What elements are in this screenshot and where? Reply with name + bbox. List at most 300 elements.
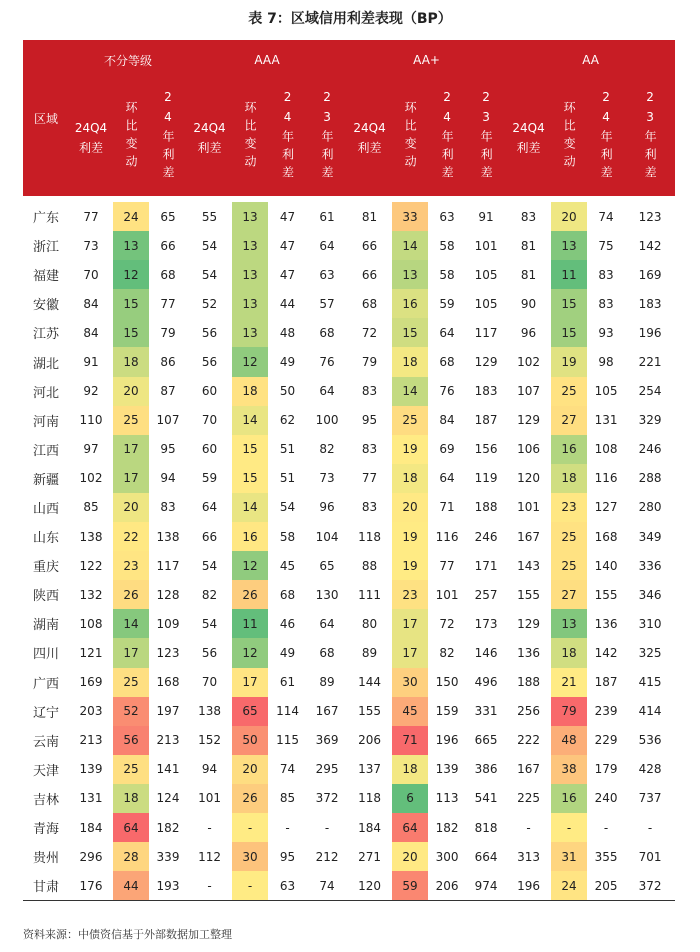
- value-cell: -: [647, 820, 653, 835]
- change-cell: 20: [113, 377, 149, 406]
- value-cell: 64: [439, 325, 455, 340]
- value-cell: 818: [474, 820, 498, 835]
- change-cell: 23: [113, 551, 149, 580]
- value-cell: 280: [638, 500, 662, 515]
- value-cell: 64: [319, 238, 335, 253]
- value-cell: 184: [79, 820, 103, 835]
- sub-header-y23: [466, 80, 506, 196]
- value-cell: 213: [79, 733, 103, 748]
- value-cell: 176: [79, 878, 103, 893]
- value-cell: 701: [638, 849, 662, 864]
- value-cell: 239: [594, 704, 618, 719]
- sub-header-label: 23年利差: [643, 89, 658, 184]
- value-cell: 114: [276, 704, 299, 719]
- region-cell: 江苏: [32, 327, 59, 343]
- sub-header-change: [232, 80, 268, 196]
- value-cell: 142: [594, 645, 618, 660]
- value-cell: 206: [358, 733, 382, 748]
- change-cell: 13: [392, 260, 428, 289]
- value-cell: 74: [319, 878, 335, 893]
- change-cell: 18: [113, 347, 149, 376]
- change-cell: 30: [232, 842, 268, 871]
- change-cell: 30: [392, 668, 428, 697]
- change-cell: 20: [232, 755, 268, 784]
- table-row: [23, 231, 675, 260]
- value-cell: -: [324, 820, 330, 835]
- value-cell: 118: [358, 529, 382, 544]
- change-cell: 26: [232, 580, 268, 609]
- change-cell: 27: [551, 406, 587, 435]
- value-cell: 54: [201, 616, 218, 631]
- change-cell: 16: [232, 522, 268, 551]
- value-cell: 159: [435, 704, 459, 719]
- table-row: [23, 638, 675, 667]
- value-cell: 122: [79, 558, 103, 573]
- value-cell: 346: [638, 587, 662, 602]
- change-cell: -: [551, 813, 587, 842]
- region-cell: 河南: [32, 414, 59, 430]
- table-row: [23, 871, 675, 901]
- value-cell: 100: [315, 413, 339, 428]
- value-cell: 115: [276, 733, 299, 748]
- change-cell: 13: [551, 609, 587, 638]
- value-cell: 70: [83, 267, 99, 282]
- change-cell: 18: [551, 638, 587, 667]
- change-cell: 16: [392, 289, 428, 318]
- sub-header-label: 24年利差: [599, 89, 614, 184]
- table-row: [23, 580, 675, 609]
- value-cell: 171: [474, 558, 498, 573]
- value-cell: 144: [358, 675, 382, 690]
- value-cell: 57: [319, 296, 335, 311]
- value-cell: 196: [435, 733, 459, 748]
- table-row: [23, 406, 675, 435]
- change-cell: 19: [392, 435, 428, 464]
- value-cell: 256: [517, 704, 541, 719]
- value-cell: 94: [160, 471, 176, 486]
- value-cell: 141: [156, 762, 180, 777]
- value-cell: 93: [598, 325, 614, 340]
- value-cell: 288: [638, 471, 662, 486]
- value-cell: 72: [361, 325, 378, 340]
- sub-header-label: 23年利差: [320, 89, 335, 184]
- value-cell: 65: [319, 558, 335, 573]
- value-cell: 83: [598, 296, 614, 311]
- change-cell: 15: [113, 318, 149, 347]
- value-cell: 56: [201, 645, 218, 660]
- value-cell: 196: [638, 325, 662, 340]
- value-cell: 61: [279, 675, 296, 690]
- region-cell: 四川: [32, 647, 59, 663]
- sub-header-y23: [625, 80, 675, 196]
- change-cell: 48: [551, 726, 587, 755]
- value-cell: 102: [79, 471, 103, 486]
- sub-header-label: 24年利差: [440, 89, 455, 184]
- change-cell: 12: [232, 347, 268, 376]
- value-cell: 130: [315, 587, 339, 602]
- value-cell: 66: [201, 529, 218, 544]
- sub-header-y24: [268, 80, 307, 196]
- region-cell: 河北: [32, 385, 59, 401]
- value-cell: 77: [160, 296, 176, 311]
- change-cell: 11: [551, 260, 587, 289]
- change-cell: 13: [232, 202, 268, 231]
- value-cell: 295: [315, 762, 339, 777]
- sub-header-q_spread: [506, 80, 551, 196]
- value-cell: 66: [160, 238, 176, 253]
- bottom-rule-cell: [23, 901, 675, 902]
- value-cell: 665: [474, 733, 498, 748]
- sub-header-y24: [587, 80, 625, 196]
- sub-header-row: [23, 80, 675, 196]
- change-cell: 79: [551, 697, 587, 726]
- value-cell: 60: [201, 442, 218, 457]
- change-cell: 13: [232, 260, 268, 289]
- value-cell: 68: [319, 325, 335, 340]
- value-cell: 205: [594, 878, 618, 893]
- value-cell: 83: [598, 267, 614, 282]
- value-cell: 89: [319, 675, 335, 690]
- region-cell: 福建: [32, 269, 59, 285]
- change-cell: 38: [551, 755, 587, 784]
- value-cell: 101: [435, 587, 459, 602]
- sub-header-label: 环比变动: [243, 100, 258, 173]
- table-row: [23, 377, 675, 406]
- change-cell: 33: [392, 202, 428, 231]
- value-cell: 136: [517, 645, 541, 660]
- value-cell: 113: [435, 791, 459, 806]
- value-cell: 68: [439, 355, 455, 370]
- change-cell: 26: [113, 580, 149, 609]
- region-cell: 新疆: [32, 472, 59, 488]
- corner-cell: [23, 40, 69, 80]
- change-cell: 18: [232, 377, 268, 406]
- value-cell: 193: [156, 878, 180, 893]
- value-cell: 84: [83, 325, 99, 340]
- sub-header-y24: [149, 80, 187, 196]
- value-cell: 123: [638, 209, 662, 224]
- change-cell: 16: [551, 435, 587, 464]
- value-cell: 271: [358, 849, 382, 864]
- value-cell: 50: [279, 384, 296, 399]
- value-cell: 222: [517, 733, 541, 748]
- change-cell: 23: [392, 580, 428, 609]
- value-cell: 82: [439, 645, 455, 660]
- change-cell: 25: [392, 406, 428, 435]
- table-row: [23, 697, 675, 726]
- value-cell: 313: [517, 849, 541, 864]
- value-cell: 140: [594, 558, 618, 573]
- table-row: [23, 842, 675, 871]
- change-cell: 52: [113, 697, 149, 726]
- table-row: [23, 813, 675, 842]
- value-cell: 98: [598, 355, 614, 370]
- value-cell: 83: [361, 500, 378, 515]
- value-cell: 187: [474, 413, 498, 428]
- change-cell: 25: [551, 522, 587, 551]
- value-cell: 77: [439, 558, 455, 573]
- value-cell: 188: [517, 675, 541, 690]
- value-cell: 66: [361, 238, 378, 253]
- group-header-all: 不分等级: [69, 40, 187, 80]
- value-cell: 138: [156, 529, 180, 544]
- value-cell: 139: [79, 762, 103, 777]
- change-cell: 13: [232, 318, 268, 347]
- value-cell: 119: [474, 471, 498, 486]
- change-cell: 17: [392, 638, 428, 667]
- sub-header-change: [551, 80, 587, 196]
- value-cell: 150: [435, 675, 459, 690]
- source-note: 资料来源：中债资信基于外部数据加工整理: [23, 928, 232, 941]
- value-cell: 91: [478, 209, 494, 224]
- change-cell: 28: [113, 842, 149, 871]
- value-cell: 77: [361, 471, 378, 486]
- value-cell: 72: [439, 616, 455, 631]
- value-cell: 138: [198, 704, 221, 719]
- region-cell: 山西: [32, 501, 59, 517]
- change-cell: 13: [232, 289, 268, 318]
- value-cell: 206: [435, 878, 459, 893]
- sub-header-label: 24Q4 利差: [193, 121, 226, 155]
- value-cell: 496: [474, 675, 498, 690]
- region-cell: 重庆: [32, 560, 59, 576]
- region-cell: 广西: [32, 676, 59, 692]
- change-cell: 14: [113, 609, 149, 638]
- value-cell: 121: [79, 645, 103, 660]
- sub-header-label: 24年利差: [280, 89, 295, 184]
- value-cell: 541: [474, 791, 498, 806]
- value-cell: 183: [474, 384, 498, 399]
- value-cell: 196: [517, 878, 541, 893]
- value-cell: 97: [83, 442, 99, 457]
- value-cell: 117: [474, 325, 498, 340]
- value-cell: 56: [201, 355, 218, 370]
- change-cell: 45: [392, 697, 428, 726]
- value-cell: 131: [594, 413, 618, 428]
- sub-header-q_spread: [69, 80, 113, 196]
- value-cell: 108: [79, 616, 103, 631]
- change-cell: 21: [551, 668, 587, 697]
- value-cell: 372: [638, 878, 662, 893]
- value-cell: 92: [83, 384, 99, 399]
- value-cell: -: [285, 820, 290, 835]
- value-cell: 68: [160, 267, 176, 282]
- value-cell: 131: [79, 791, 103, 806]
- value-cell: 221: [638, 355, 662, 370]
- value-cell: 47: [279, 238, 296, 253]
- table-row: [23, 260, 675, 289]
- value-cell: 142: [638, 238, 662, 253]
- value-cell: 169: [638, 267, 662, 282]
- region-cell: 陕西: [32, 589, 59, 605]
- change-cell: 11: [232, 609, 268, 638]
- value-cell: 51: [279, 442, 296, 457]
- sub-header-y23: [307, 80, 347, 196]
- value-cell: 138: [79, 529, 103, 544]
- change-cell: 25: [551, 551, 587, 580]
- region-cell: 湖南: [32, 618, 59, 634]
- value-cell: 54: [279, 500, 296, 515]
- value-cell: 123: [156, 645, 180, 660]
- value-cell: 386: [474, 762, 498, 777]
- group-header-row: [23, 40, 675, 80]
- value-cell: 105: [474, 267, 498, 282]
- value-cell: 105: [594, 384, 618, 399]
- value-cell: 59: [439, 296, 455, 311]
- value-cell: 296: [79, 849, 103, 864]
- value-cell: 45: [279, 558, 296, 573]
- table-row: [23, 726, 675, 755]
- change-cell: 18: [392, 464, 428, 493]
- change-cell: 14: [392, 231, 428, 260]
- region-cell: 山东: [32, 531, 59, 547]
- value-cell: 331: [474, 704, 498, 719]
- value-cell: 68: [279, 587, 296, 602]
- value-cell: 415: [638, 675, 662, 690]
- value-cell: 106: [517, 442, 541, 457]
- value-cell: 87: [160, 384, 176, 399]
- value-cell: 96: [520, 325, 537, 340]
- value-cell: 95: [160, 442, 176, 457]
- value-cell: 55: [201, 209, 218, 224]
- change-cell: 71: [392, 726, 428, 755]
- value-cell: 58: [439, 238, 455, 253]
- value-cell: 155: [358, 704, 382, 719]
- change-cell: 17: [232, 668, 268, 697]
- value-cell: 183: [638, 296, 662, 311]
- value-cell: 155: [594, 587, 618, 602]
- value-cell: 116: [435, 529, 459, 544]
- value-cell: 136: [594, 616, 618, 631]
- table-row: [23, 784, 675, 813]
- table-row: [23, 551, 675, 580]
- value-cell: 80: [361, 616, 378, 631]
- change-cell: 17: [113, 435, 149, 464]
- value-cell: 129: [517, 413, 541, 428]
- value-cell: 88: [361, 558, 378, 573]
- region-cell: 浙江: [32, 240, 59, 256]
- value-cell: -: [526, 820, 531, 835]
- change-cell: 17: [113, 464, 149, 493]
- value-cell: 54: [201, 558, 218, 573]
- value-cell: 182: [156, 820, 180, 835]
- value-cell: 75: [598, 238, 614, 253]
- value-cell: 110: [79, 413, 103, 428]
- value-cell: 83: [520, 209, 537, 224]
- table-body: [23, 196, 675, 901]
- change-cell: 25: [113, 668, 149, 697]
- value-cell: 101: [517, 500, 541, 515]
- change-cell: 17: [113, 638, 149, 667]
- value-cell: 95: [361, 413, 378, 428]
- value-cell: 169: [79, 675, 103, 690]
- value-cell: 212: [315, 849, 339, 864]
- value-cell: 70: [201, 413, 218, 428]
- value-cell: 310: [638, 616, 662, 631]
- change-cell: 25: [551, 377, 587, 406]
- value-cell: 974: [474, 878, 498, 893]
- value-cell: 203: [79, 704, 103, 719]
- change-cell: 25: [113, 406, 149, 435]
- value-cell: 107: [517, 384, 541, 399]
- value-cell: 372: [315, 791, 339, 806]
- value-cell: 68: [361, 296, 378, 311]
- change-cell: 6: [392, 784, 428, 813]
- value-cell: -: [207, 820, 212, 835]
- value-cell: 82: [319, 442, 335, 457]
- value-cell: 257: [474, 587, 498, 602]
- value-cell: 83: [160, 500, 176, 515]
- change-cell: 56: [113, 726, 149, 755]
- value-cell: 63: [319, 267, 335, 282]
- value-cell: 52: [201, 296, 218, 311]
- value-cell: 83: [361, 442, 378, 457]
- change-cell: 13: [232, 231, 268, 260]
- change-cell: 18: [113, 784, 149, 813]
- value-cell: 77: [83, 209, 99, 224]
- value-cell: 44: [279, 296, 296, 311]
- value-cell: 129: [517, 616, 541, 631]
- change-cell: 25: [113, 755, 149, 784]
- change-cell: 18: [551, 464, 587, 493]
- value-cell: 60: [201, 384, 218, 399]
- value-cell: 79: [361, 355, 378, 370]
- value-cell: 118: [358, 791, 382, 806]
- value-cell: 104: [315, 529, 339, 544]
- change-cell: 12: [232, 638, 268, 667]
- value-cell: 47: [279, 267, 296, 282]
- value-cell: 76: [439, 384, 455, 399]
- table-row: [23, 318, 675, 347]
- value-cell: 107: [156, 413, 180, 428]
- value-cell: 48: [279, 325, 296, 340]
- value-cell: 51: [279, 471, 296, 486]
- value-cell: 63: [439, 209, 455, 224]
- value-cell: 128: [156, 587, 180, 602]
- change-cell: 12: [232, 551, 268, 580]
- value-cell: 187: [594, 675, 618, 690]
- value-cell: 62: [279, 413, 296, 428]
- value-cell: 94: [201, 762, 218, 777]
- sub-header-label: 24Q4 利差: [74, 121, 108, 155]
- sub-header-q_spread: [347, 80, 392, 196]
- change-cell: 50: [232, 726, 268, 755]
- value-cell: 112: [198, 849, 221, 864]
- value-cell: 664: [474, 849, 498, 864]
- value-cell: 168: [594, 529, 618, 544]
- table-row: [23, 435, 675, 464]
- value-cell: 73: [319, 471, 335, 486]
- value-cell: 156: [474, 442, 498, 457]
- value-cell: 300: [435, 849, 459, 864]
- value-cell: 229: [594, 733, 618, 748]
- value-cell: 64: [319, 384, 335, 399]
- sub-header-label: 环比变动: [403, 100, 418, 173]
- value-cell: 64: [201, 500, 218, 515]
- region-cell: 安徽: [32, 298, 59, 314]
- group-header-aa-plus: AA+: [347, 40, 506, 80]
- value-cell: 109: [156, 616, 180, 631]
- change-cell: 17: [392, 609, 428, 638]
- change-cell: 31: [551, 842, 587, 871]
- change-cell: 22: [113, 522, 149, 551]
- change-cell: 23: [551, 493, 587, 522]
- value-cell: 173: [474, 616, 498, 631]
- value-cell: 355: [594, 849, 618, 864]
- value-cell: 89: [361, 645, 378, 660]
- sub-header-q_spread: [187, 80, 232, 196]
- change-cell: 14: [392, 377, 428, 406]
